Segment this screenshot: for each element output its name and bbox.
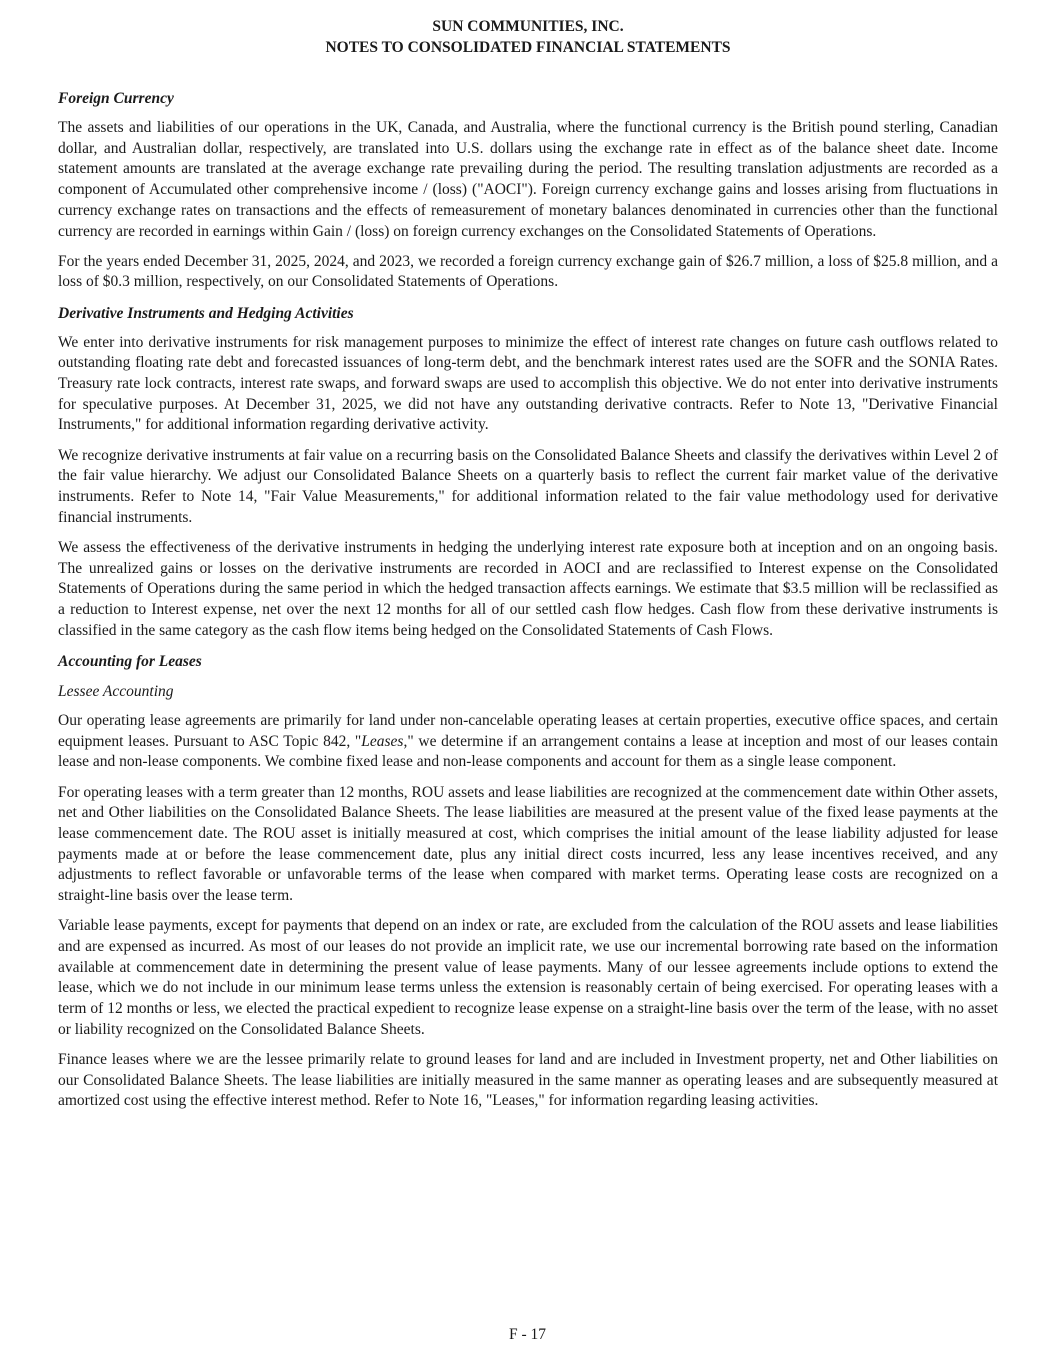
page-header: [58, 16, 998, 58]
paragraph: The assets and liabilities of our operations in the UK, Canada, and Australia, where the functional currency is the British pound sterling, Canadian dollar, and Australian dollar, respectively, are translated into U.S. dollars using the exchange rate in effect as of the balance sheet date. Income statement amounts are translated at the average exchange rate prevailing during the period. The resulting translation adjustments are recorded as a component of Accumulated other comprehensive income / (loss) ("AOCI"). Foreign currency exchange gains and losses arising from fluctuations in currency exchange rates on transactions and the effects of remeasurement of monetary balances denominated in currencies other than the functional currency are recorded in earnings within Gain / (loss) on foreign currency exchanges on the Consolidated Statements of Operations.: [58, 119, 998, 240]
section-title-derivatives: Derivative Instruments and Hedging Activities: [58, 304, 354, 322]
paragraph: We recognize derivative instruments at fair value on a recurring basis on the Consolidated Balance Sheets and classify the derivatives within Level 2 of the fair value hierarchy. We adjust our Consolidated Balance Sheets on a quarterly basis to reflect the current fair market value of the derivative instruments. Refer to Note 14, "Fair Value Measurements," for additional information related to the fair value methodology used for derivative financial instruments.: [58, 446, 998, 526]
paragraph: Finance leases where we are the lessee primarily relate to ground leases for land and are included in Investment property, net and Other liabilities on our Consolidated Balance Sheets. The lease liabilities are initially measured in the same manner as operating leases and are subsequently measured at amortized cost using the effective interest method. Refer to Note 16, "Leases," for information regarding leasing activities.: [58, 1051, 998, 1110]
italic-term: Leases: [361, 732, 404, 750]
paragraph-text: ," we determine if an arrangement contains a lease at inception and most of our leases contain lease and non-lease components. We combine fixed lease and non-lease components and account for them as a single lease component.: [58, 732, 998, 771]
paragraph: Variable lease payments, except for payments that depend on an index or rate, are excluded from the calculation of the ROU assets and lease liabilities and are expensed as incurred. As most of our leases do not provide an implicit rate, we use our incremental borrowing rate based on the information available at commencement date in determining the present value of lease payments. Many of our lessee agreements include options to extend the lease, which we do not include in our minimum lease terms unless the extension is reasonably certain of being exercised. For operating leases with a term of 12 months or less, we elected the practical expedient to recognize lease expense on a straight-line basis over the term of the lease, with no asset or liability recognized on the Consolidated Balance Sheets.: [58, 917, 998, 1038]
document-subtitle: NOTES TO CONSOLIDATED FINANCIAL STATEMENTS: [325, 39, 731, 56]
document-page: [58, 16, 998, 1122]
section-title-foreign-currency: Foreign Currency: [58, 90, 174, 107]
paragraph: For operating leases with a term greater than 12 months, ROU assets and lease liabilities are recognized at the commencement date within Other assets, net and Other liabilities on the Consolidated Balance Sheets. The lease liabilities are measured at the present value of the fixed lease payments at the lease commencement date. The ROU asset is initially measured at cost, which comprises the initial amount of the lease liability adjusted for lease payments made at or before the lease commencement date, plus any initial direct costs incurred, less any lease incentives received, and any adjustments to reflect favorable or unfavorable terms of the lease when compared with market terms. Operating lease costs are recognized on a straight-line basis over the lease term.: [58, 783, 998, 905]
page-number: F - 17: [508, 1326, 547, 1343]
section-foreign-currency: [58, 88, 998, 293]
section-derivatives: [58, 303, 998, 642]
paragraph: We enter into derivative instruments for risk management purposes to minimize the effect of interest rate changes on future cash outflows related to outstanding floating rate debt and forecasted issuances of long-term debt, and the benchmark interest rates used are the SOFR and the SONIA Rates. Treasury rate lock contracts, interest rate swaps, and forward swaps are used to accomplish this objective. We do not enter into derivative instruments for speculative purposes. At December 31, 2025, we did not have any outstanding derivative contracts. Refer to Note 13, "Derivative Financial Instruments," for additional information regarding derivative activity.: [58, 333, 998, 434]
section-title-leases: Accounting for Leases: [58, 652, 202, 670]
section-leases: [58, 651, 998, 1112]
paragraph: We assess the effectiveness of the derivative instruments in hedging the underlying interest rate exposure both at inception and on an ongoing basis. The unrealized gains or losses on the derivative instruments are recorded in AOCI and are reclassified to Interest expense on the Consolidated Statements of Operations during the same period in which the hedged transaction affects earnings. We estimate that $3.5 million will be reclassified as a reduction to Interest expense, net over the next 12 months for all of our settled cash flow hedges. Cash flow from these derivative instruments is classified in the same category as the cash flow items being hedged on the Consolidated Statements of Cash Flows.: [58, 538, 998, 639]
paragraph: [58, 711, 998, 773]
company-name: SUN COMMUNITIES, INC.: [432, 18, 624, 35]
subsection-title-lessee-accounting: Lessee Accounting: [58, 682, 174, 700]
paragraph-text: Our operating lease agreements are primarily for land under non-cancelable operating leases at certain properties, executive office spaces, and certain equipment leases. Pursuant to ASC Topic 842, ": [58, 711, 998, 750]
paragraph: For the years ended December 31, 2025, 2024, and 2023, we recorded a foreign currency exchange gain of $26.7 million, a loss of $25.8 million, and a loss of $0.3 million, respectively, on our Consolidated Statements of Operations.: [58, 252, 998, 291]
